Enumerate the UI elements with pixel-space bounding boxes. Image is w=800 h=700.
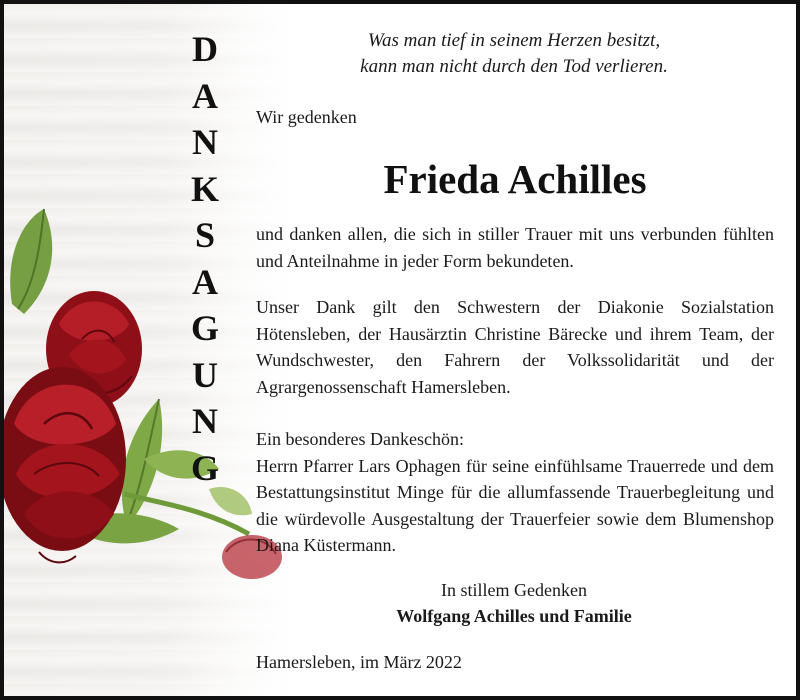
heading-letter: G	[190, 447, 219, 488]
red-roses-illustration	[4, 4, 294, 696]
heading-letter: A	[192, 261, 218, 302]
motto-quote	[304, 28, 724, 80]
heading-letter: U	[192, 354, 218, 395]
thanks-paragraph: und danken allen, die sich in stiller Trauer mit uns verbunden fühlten und Anteilnahme in jeder Form bekundeten.	[256, 224, 774, 271]
heading-letter: N	[192, 401, 218, 441]
special-thanks-paragraph	[256, 426, 774, 559]
closing-line: In stillem Gedenken	[441, 580, 587, 600]
heading-letter: D	[192, 29, 218, 69]
heading-letter: S	[194, 215, 216, 255]
place-date: Hamersleben, im März 2022	[256, 652, 462, 672]
motto-line-2: kann man nicht durch den Tod verlieren.	[360, 56, 668, 77]
special-thanks-heading: Ein besonderes Dankeschön:	[256, 429, 464, 449]
signer-name: Wolfgang Achilles und Familie	[396, 606, 632, 626]
heading-letter: A	[192, 75, 218, 116]
intro-text: Wir gedenken	[256, 107, 357, 127]
motto-line-1: Was man tief in seinem Herzen besitzt,	[367, 30, 661, 51]
heading-letter: K	[190, 168, 219, 209]
closing-block	[304, 577, 724, 629]
deceased-name: Frieda Achilles	[383, 156, 647, 202]
heading-letter: N	[192, 122, 218, 162]
special-thanks-text: Herrn Pfarrer Lars Ophagen für seine einfühlsame Trauerrede und dem Bestattungsinstitut Minge für die allumfassende Trauerbegleitung und die würdevolle Ausgestaltung der Trauerfeier sowie dem Blumenshop Diana Küstermann.	[256, 455, 774, 555]
roses-photo	[4, 4, 294, 696]
dank-sagung-heading	[180, 26, 230, 491]
gratitude-paragraph: Unser Dank gilt den Schwestern der Diakonie Sozialstation Hötensleben, der Hausärztin Christine Bärecke und ihrem Team, der Wundschwester, den Fahrern der Volkssolidarität und der Agrargenossenschaft Hamersleben.	[256, 297, 774, 397]
heading-letter: G	[190, 308, 219, 348]
